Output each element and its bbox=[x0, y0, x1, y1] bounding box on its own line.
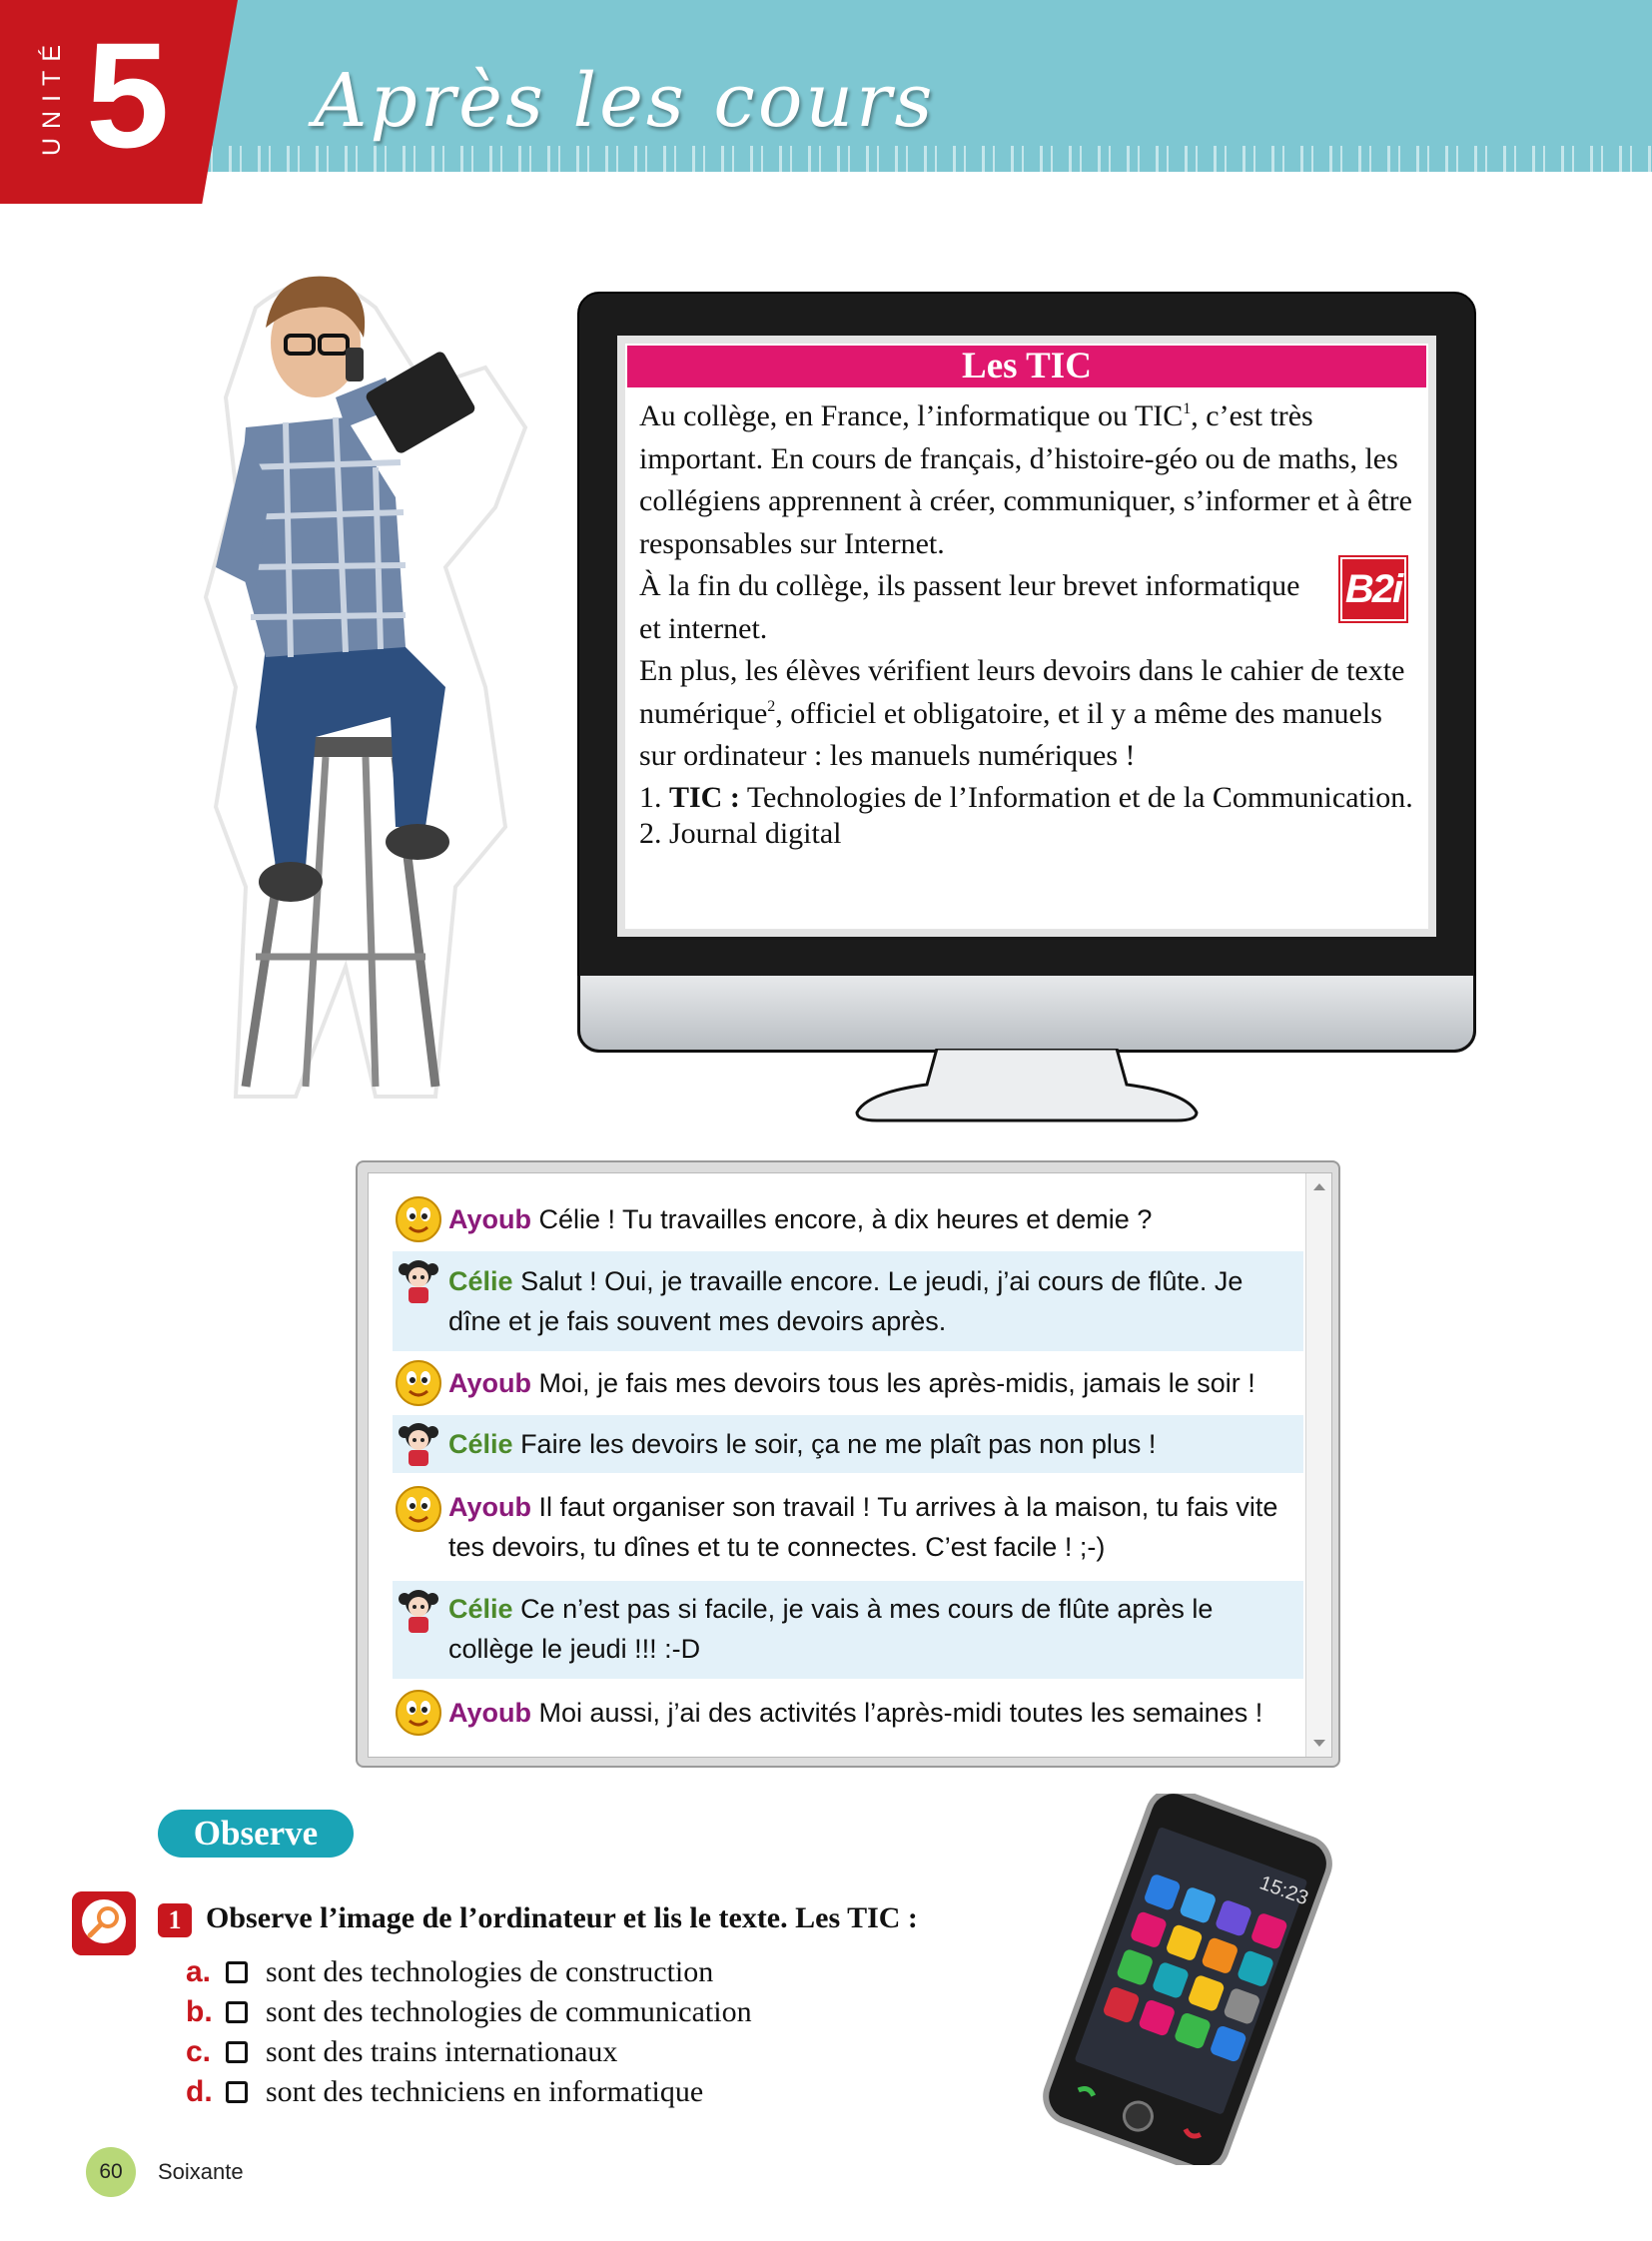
chat-message bbox=[393, 1481, 1303, 1573]
answer-option-a[interactable] bbox=[186, 1952, 713, 1992]
tic-paragraph-1: Au collège, en France, l’informatique ou TIC$^1$, c’est très important. En cours de français, d’histoire-géo ou de maths, les collégiens apprennent à créer, communiquer, s’informer et à être responsables sur Internet. bbox=[639, 399, 1412, 560]
message-text: Célie ! Tu travailles encore, à dix heures et demie ? bbox=[538, 1204, 1153, 1234]
smiley-face-icon bbox=[395, 1359, 442, 1407]
monitor-stand bbox=[847, 1049, 1207, 1122]
question-text: Observe l’image de l’ordinateur et lis le texte. Les TIC : bbox=[206, 1901, 918, 1934]
option-text: sont des technologies de construction bbox=[266, 1955, 714, 1988]
phone-clock: 15:23 bbox=[1256, 1871, 1311, 1910]
footnote-2: 2. Journal digital bbox=[639, 816, 842, 850]
girl-avatar-icon bbox=[395, 1257, 442, 1305]
footnote-1: 1. TIC : Technologies de l’Information et de la Communication. bbox=[639, 780, 1413, 814]
page-number: 60 bbox=[86, 2147, 136, 2197]
chat-message bbox=[393, 1359, 1303, 1407]
option-text: sont des techniciens en informatique bbox=[266, 2075, 704, 2108]
option-letter: d. bbox=[186, 2075, 213, 2108]
tic-footnotes bbox=[639, 780, 1418, 852]
tic-text bbox=[639, 395, 1418, 852]
girl-avatar-icon bbox=[395, 1587, 442, 1635]
speaker-name: Célie bbox=[448, 1266, 513, 1296]
page-number-word: Soixante bbox=[158, 2159, 244, 2184]
chat-message bbox=[393, 1687, 1303, 1739]
message-text: Moi, je fais mes devoirs tous les après-midis, jamais le soir ! bbox=[538, 1368, 1255, 1398]
boy-on-stool-photo bbox=[196, 268, 531, 1105]
option-letter: a. bbox=[186, 1955, 212, 1988]
checkbox[interactable] bbox=[226, 1961, 248, 1983]
chat-conversation[interactable] bbox=[368, 1172, 1332, 1758]
smartphone-illustration bbox=[1023, 1794, 1342, 2165]
speaker-name: Célie bbox=[448, 1594, 513, 1624]
smiley-face-icon bbox=[395, 1485, 442, 1533]
speaker-name: Ayoub bbox=[448, 1368, 531, 1398]
speaker-name: Ayoub bbox=[448, 1492, 531, 1522]
speaker-name: Ayoub bbox=[448, 1698, 531, 1728]
message-text: Il faut organiser son travail ! Tu arrives à la maison, tu fais vite tes devoirs, tu dînes et tu te connectes. C’est facile ! ;-) bbox=[448, 1492, 1278, 1562]
checkbox[interactable] bbox=[226, 2081, 248, 2103]
tic-paragraph-3: En plus, les élèves vérifient leurs devoirs dans le cahier de texte numérique$^2$, officiel et obligatoire, et il y a même des manuels sur ordinateur : les manuels numériques ! bbox=[639, 654, 1405, 772]
answer-option-d[interactable] bbox=[186, 2072, 703, 2112]
question-number: 1 bbox=[158, 1903, 192, 1937]
checkbox[interactable] bbox=[226, 2041, 248, 2063]
unit-label: UNITÉ bbox=[38, 36, 66, 156]
tic-title: Les TIC bbox=[627, 346, 1426, 387]
smiley-face-icon bbox=[395, 1689, 442, 1737]
unit-number: 5 bbox=[86, 11, 170, 179]
message-text: Faire les devoirs le soir, ça ne me plaît pas non plus ! bbox=[520, 1429, 1157, 1459]
message-text: Ce n’est pas si facile, je vais à mes cours de flûte après le collège le jeudi !!! :-D bbox=[448, 1594, 1214, 1664]
chat-message bbox=[393, 1195, 1303, 1243]
option-letter: b. bbox=[186, 1995, 213, 2028]
answer-option-c[interactable] bbox=[186, 2032, 617, 2072]
magnifier-icon bbox=[72, 1891, 136, 1955]
speaker-name: Célie bbox=[448, 1429, 513, 1459]
observe-badge: Observe bbox=[158, 1810, 354, 1858]
answer-option-b[interactable] bbox=[186, 1992, 752, 2032]
monitor-chin bbox=[577, 976, 1476, 1053]
message-text: Moi aussi, j’ai des activités l’après-midi toutes les semaines ! bbox=[538, 1698, 1263, 1728]
scroll-down-arrow-icon[interactable] bbox=[1313, 1740, 1325, 1747]
chat-message bbox=[393, 1251, 1303, 1351]
chat-message bbox=[393, 1415, 1303, 1473]
speaker-name: Ayoub bbox=[448, 1204, 531, 1234]
tic-paragraph-2: À la fin du collège, ils passent leur brevet informatique et internet. bbox=[639, 569, 1300, 645]
option-text: sont des technologies de communication bbox=[266, 1995, 752, 2028]
page-title: Après les cours bbox=[314, 58, 936, 144]
chat-scrollbar[interactable] bbox=[1305, 1173, 1331, 1757]
b2i-logo: B2i bbox=[1340, 557, 1406, 621]
torn-edge-decoration bbox=[200, 146, 1652, 172]
message-text: Salut ! Oui, je travaille encore. Le jeudi, j’ai cours de flûte. Je dîne et je fais souvent mes devoirs après. bbox=[448, 1266, 1243, 1336]
smiley-face-icon bbox=[395, 1195, 442, 1243]
scroll-up-arrow-icon[interactable] bbox=[1313, 1183, 1325, 1190]
chat-message bbox=[393, 1581, 1303, 1679]
checkbox[interactable] bbox=[226, 2001, 248, 2023]
option-letter: c. bbox=[186, 2035, 212, 2068]
girl-avatar-icon bbox=[395, 1420, 442, 1468]
chat-window bbox=[356, 1160, 1340, 1768]
option-text: sont des trains internationaux bbox=[266, 2035, 618, 2068]
